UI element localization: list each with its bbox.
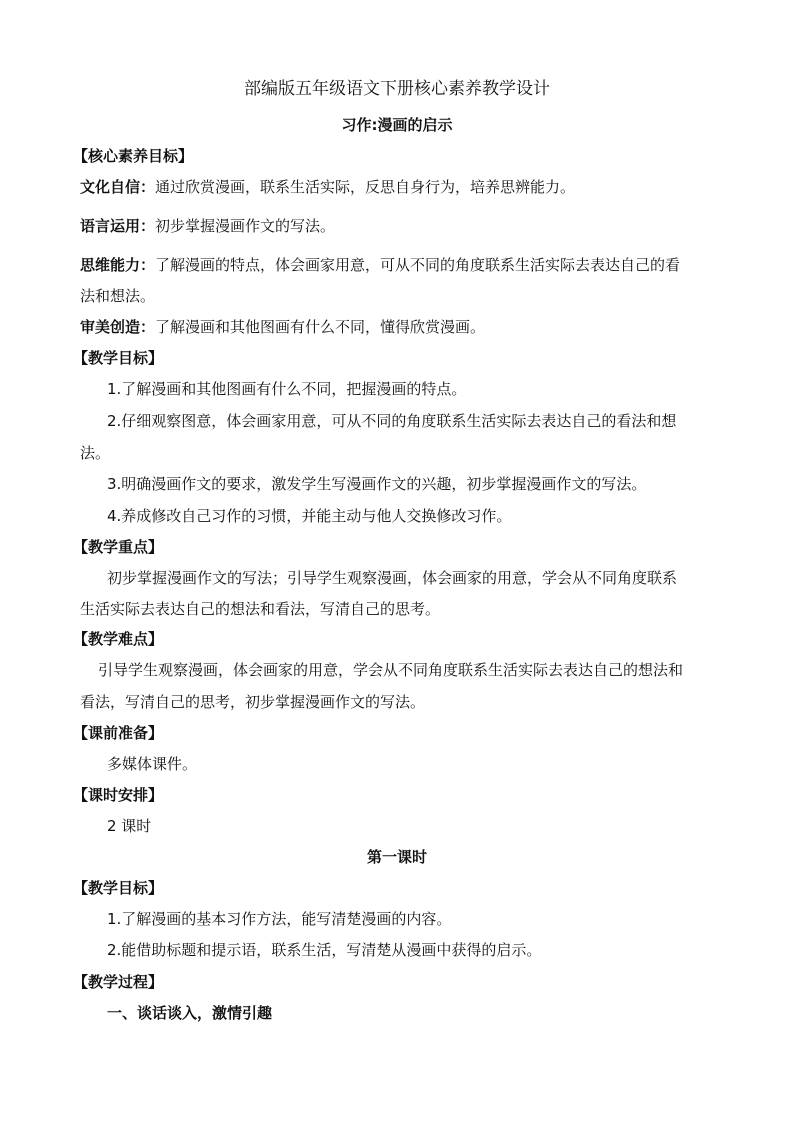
lesson1-goals-heading: 【教学目标】 [73,879,164,897]
teaching-goal-3: 3.明确漫画作文的要求，激发学生写漫画作文的兴趣，初步掌握漫画作文的写法。 [107,475,647,493]
core-goal-thinking-cont: 法和想法。 [80,287,156,305]
schedule-text: 2 课时 [107,817,152,835]
preparation-text: 多媒体课件。 [107,755,198,773]
core-goals-heading: 【核心素养目标】 [73,147,194,165]
lesson1-title: 第一课时 [366,848,427,866]
schedule-heading: 【课时安排】 [73,786,164,804]
core-goal-label: 思维能力： [80,256,156,274]
core-goal-language [80,216,335,236]
difficulties-line-1: 引导学生观察漫画，体会画家的用意，学会从不同角度联系生活实际去表达自己的想法和 [98,661,684,679]
difficulties-line-2: 看法，写清自己的思考，初步掌握漫画作文的写法。 [80,693,426,711]
core-goal-label: 文化自信： [80,178,156,196]
document-subtitle: 习作:漫画的启示 [341,116,453,134]
key-points-line-1: 初步掌握漫画作文的写法；引导学生观察漫画，体会画家的用意，学会从不同角度联系 [107,569,678,587]
teaching-goal-1: 1.了解漫画和其他图画有什么不同，把握漫画的特点。 [107,380,467,398]
difficulties-heading: 【教学难点】 [73,630,164,648]
lesson1-goal-2: 2.能借助标题和提示语，联系生活，写清楚从漫画中获得的启示。 [107,941,542,959]
core-goal-text: 了解漫画和其他图画有什么不同，懂得欣赏漫画。 [155,318,486,336]
preparation-heading: 【课前准备】 [73,724,164,742]
core-goal-text: 初步掌握漫画作文的写法。 [155,217,336,235]
core-goal-text: 通过欣赏漫画，联系生活实际，反思自身行为，培养思辨能力。 [155,178,576,196]
lesson1-process-heading: 【教学过程】 [73,973,164,991]
core-goal-text: 了解漫画的特点，体会画家用意，可从不同的角度联系生活实际去表达自己的看 [155,256,681,274]
teaching-goals-heading: 【教学目标】 [73,349,164,367]
document-title: 部编版五年级语文下册核心素养教学设计 [244,79,550,99]
core-goal-thinking [80,255,680,275]
teaching-goal-2-cont: 法。 [80,444,111,462]
key-points-heading: 【教学重点】 [73,538,164,556]
teaching-goal-4: 4.养成修改自己习作的习惯，并能主动与他人交换修改习作。 [107,507,512,525]
teaching-goal-2: 2.仔细观察图意，体会画家用意，可从不同的角度联系生活实际去表达自己的看法和想 [107,412,677,430]
core-goal-label: 审美创造： [80,318,156,336]
key-points-line-2: 生活实际去表达自己的想法和看法，写清自己的思考。 [80,600,441,618]
core-goal-culture [80,177,575,197]
lesson1-goal-1: 1.了解漫画的基本习作方法，能写清楚漫画的内容。 [107,910,452,928]
core-goal-label: 语言运用： [80,217,156,235]
core-goal-aesthetic [80,317,485,337]
lesson1-step-1: 一、谈话谈入，激情引趣 [107,1004,273,1022]
